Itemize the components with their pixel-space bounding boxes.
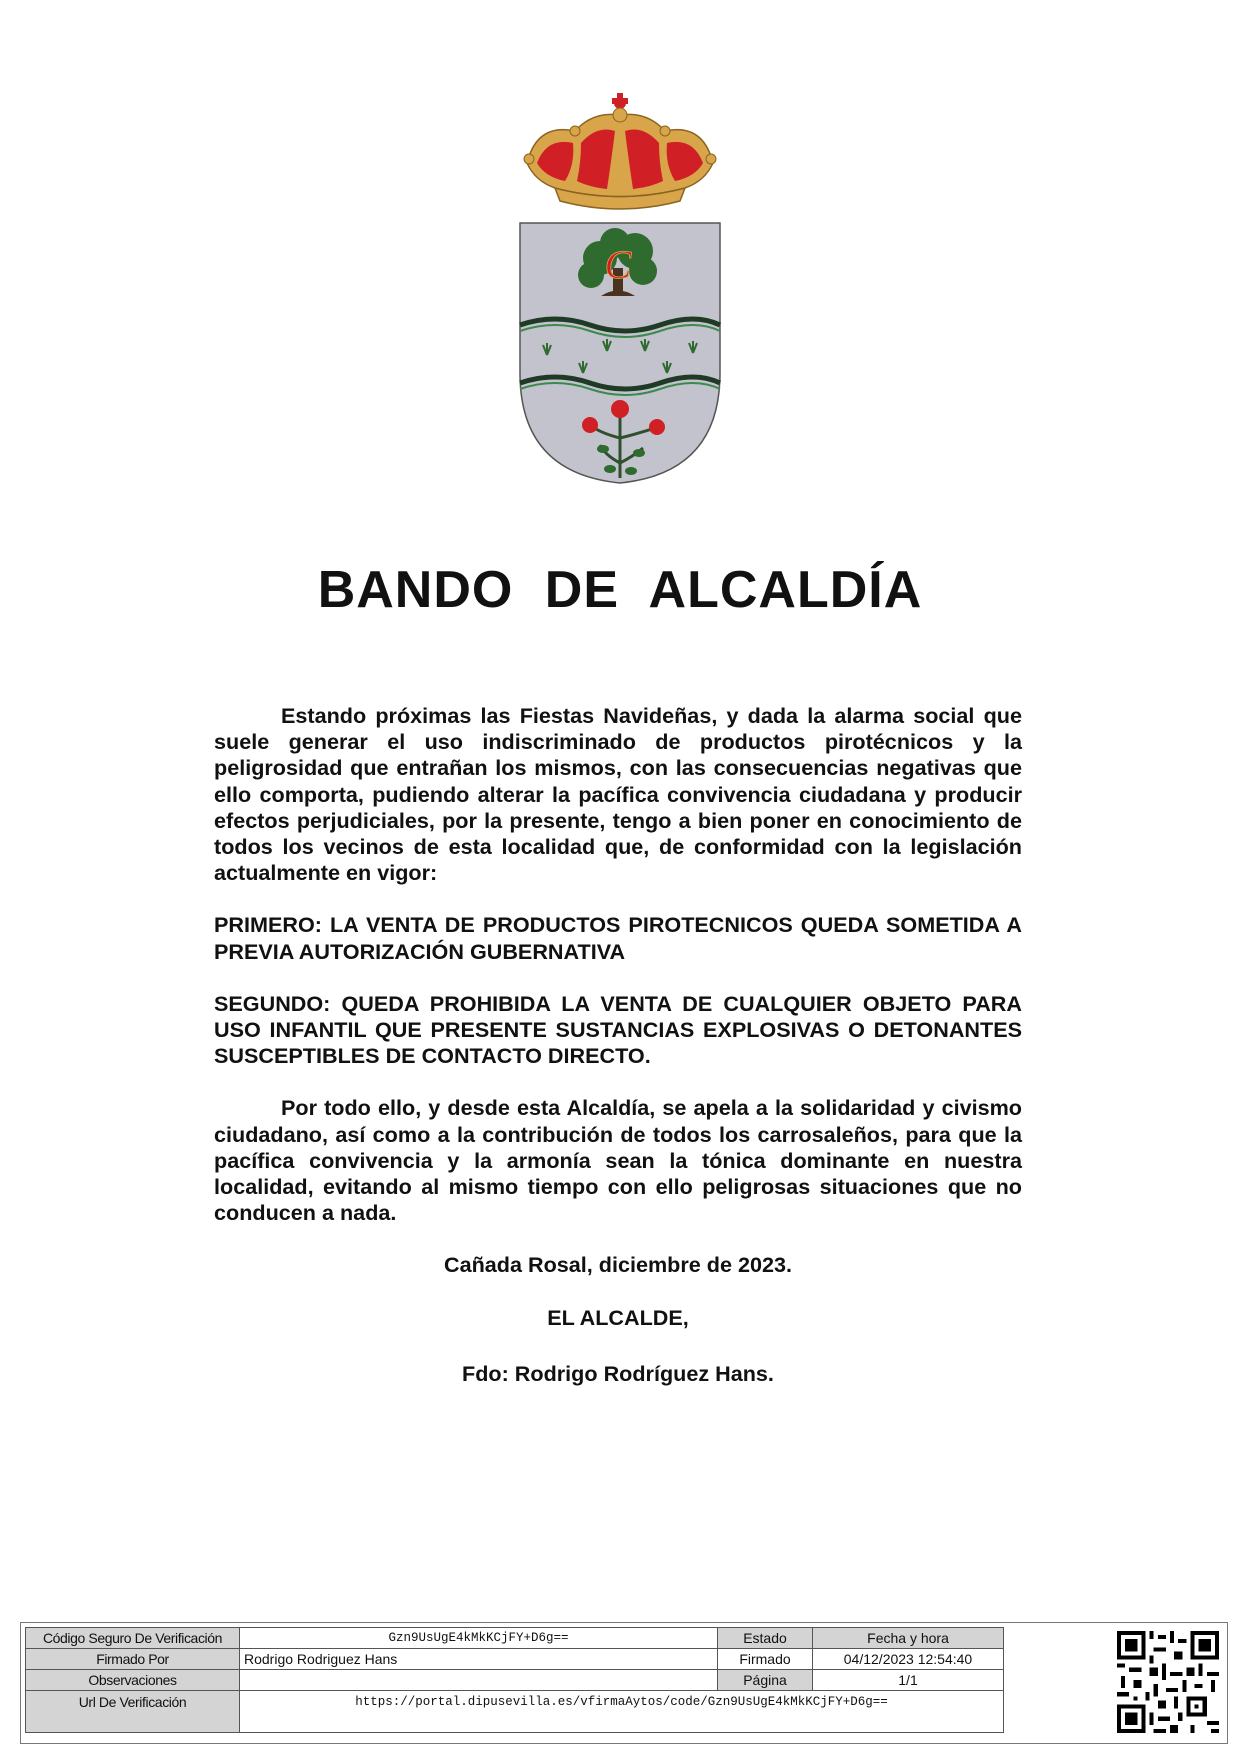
firmado-por-label: Firmado Por	[26, 1649, 240, 1670]
pagina-label: Página	[718, 1670, 813, 1691]
pagina-value: 1/1	[813, 1670, 1004, 1691]
shield-icon	[520, 223, 720, 483]
table-row	[26, 1649, 1004, 1670]
document-title: BANDO DE ALCALDÍA	[317, 561, 923, 619]
table-row	[26, 1691, 1004, 1733]
csv-label: Código Seguro De Verificación	[26, 1628, 240, 1649]
estado-value: Firmado	[718, 1649, 813, 1670]
observaciones-value	[240, 1670, 718, 1691]
signer-role: EL ALCALDE,	[547, 1304, 689, 1330]
primero-paragraph: PRIMERO: LA VENTA DE PRODUCTOS PIROTECNICOS QUEDA SOMETIDA A PREVIA AUTORIZACIÓN GUBERNATIVA	[214, 912, 1022, 964]
qr-code-icon	[1117, 1631, 1219, 1733]
url-label: Url De Verificación	[26, 1691, 240, 1733]
table-row	[26, 1628, 1004, 1649]
csv-value: Gzn9UsUgE4kMkKCjFY+D6g==	[240, 1628, 718, 1649]
segundo-paragraph: SEGUNDO: QUEDA PROHIBIDA LA VENTA DE CUALQUIER OBJETO PARA USO INFANTIL QUE PRESENTE SUSTANCIAS EXPLOSIVAS O DETONANTES SUSCEPTIBLES DE CONTACTO DIRECTO.	[214, 990, 1022, 1069]
crown-icon	[524, 93, 716, 209]
signature-line: Fdo: Rodrigo Rodríguez Hans.	[462, 1360, 774, 1386]
coat-of-arms	[515, 93, 725, 503]
estado-label: Estado	[718, 1628, 813, 1649]
observaciones-label: Observaciones	[26, 1670, 240, 1691]
firmado-por-value: Rodrigo Rodriguez Hans	[240, 1649, 718, 1670]
svg-text:C: C	[604, 242, 632, 287]
verification-table	[25, 1627, 1004, 1733]
closing-paragraph: Por todo ello, y desde esta Alcaldía, se apela a la solidaridad y civismo ciudadano, así como a la contribución de todos los carrosaleños, para que la pacífica convivencia y la armonía sean la tónica dominante en nuestra localidad, evitando al mismo tiempo con ello peligrosas situaciones que no conducen a nada.	[214, 1095, 1022, 1226]
verification-footer	[20, 1622, 1228, 1744]
document-body	[214, 703, 1022, 1413]
verification-url[interactable]: https://portal.dipusevilla.es/vfirmaAytos/code/Gzn9UsUgE4kMkKCjFY+D6g==	[240, 1691, 1004, 1733]
place-date: Cañada Rosal, diciembre de 2023.	[443, 1252, 793, 1278]
intro-paragraph: Estando próximas las Fiestas Navideñas, y dada la alarma social que suele generar el uso indiscriminado de productos pirotécnicos y la peligrosidad que entrañan los mismos, con las consecuencias negativas que ello comporta, pudiendo alterar la pacífica convivencia ciudadana y producir efectos perjudiciales, por la presente, tengo a bien poner en conocimiento de todos los vecinos de esta localidad que, de conformidad con la legislación actualmente en vigor:	[214, 703, 1022, 886]
table-row	[26, 1670, 1004, 1691]
fecha-hora-label: Fecha y hora	[813, 1628, 1004, 1649]
fecha-hora-value: 04/12/2023 12:54:40	[813, 1649, 1004, 1670]
